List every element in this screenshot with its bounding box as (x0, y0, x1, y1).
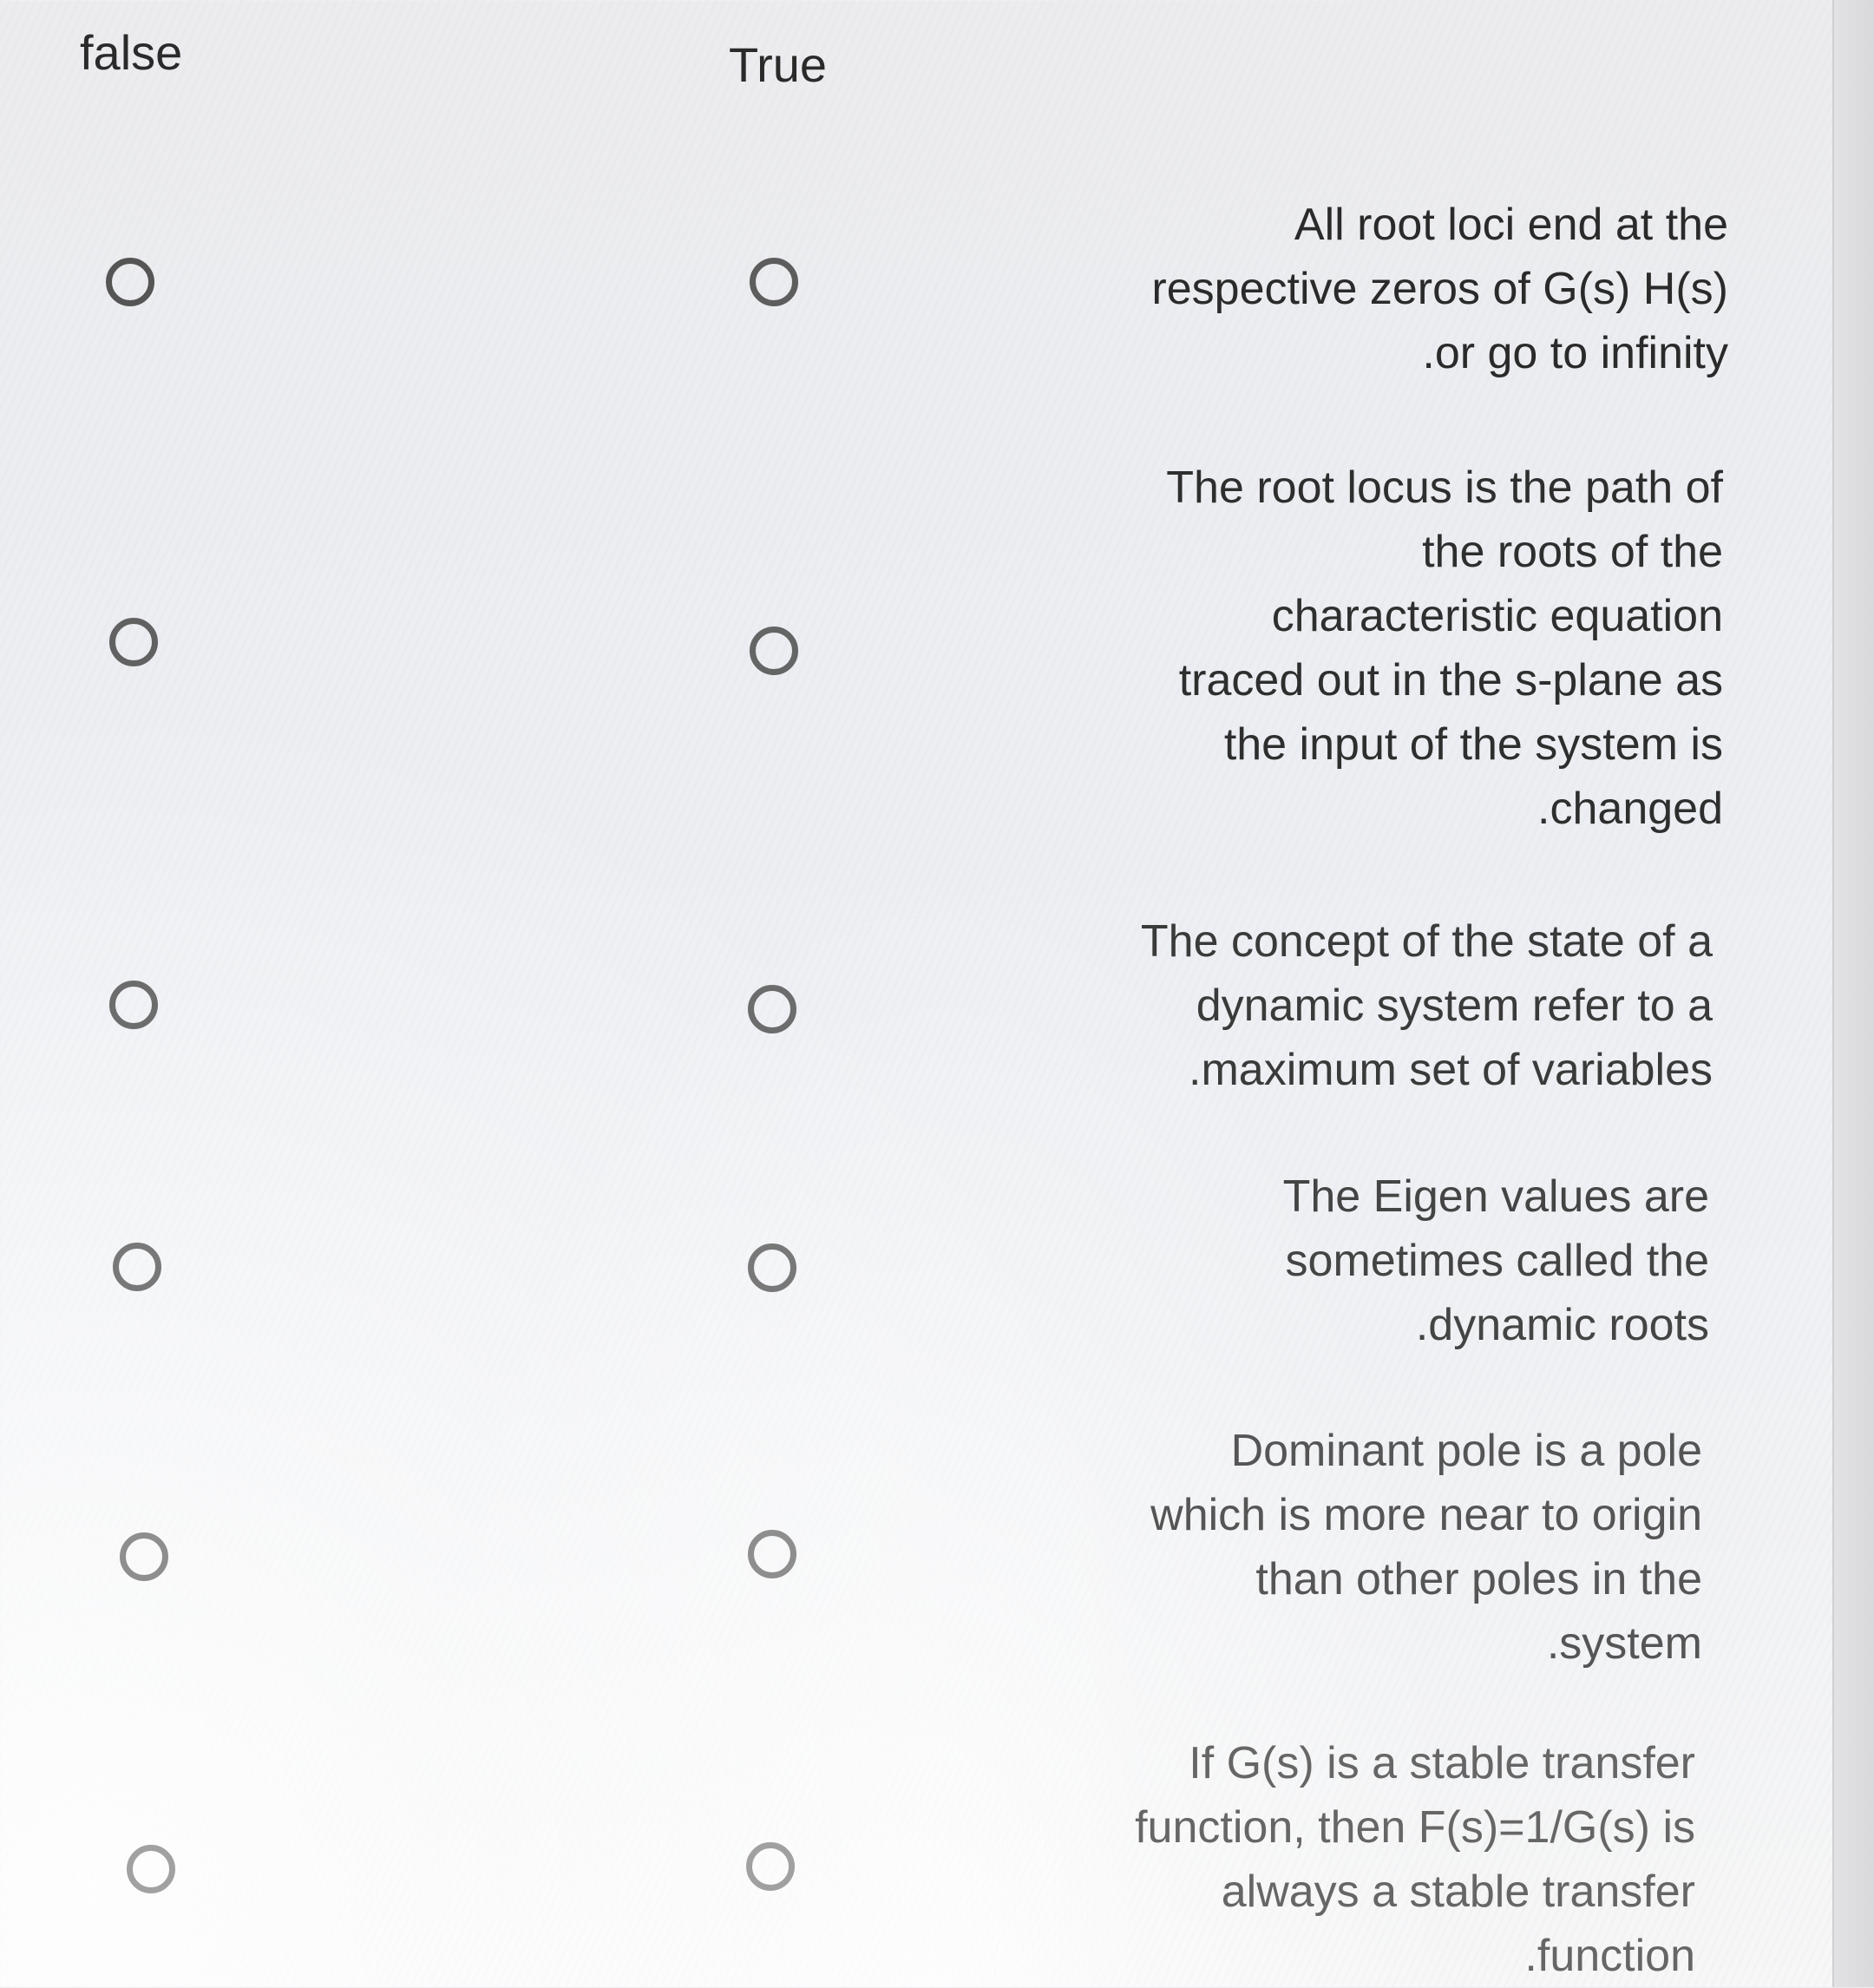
radio-true-q3[interactable] (748, 985, 796, 1033)
radio-false-q1[interactable] (106, 258, 154, 306)
column-header-false: false (80, 25, 183, 80)
radio-false-q6[interactable] (127, 1845, 175, 1893)
radio-false-q4[interactable] (113, 1243, 161, 1291)
radio-false-q2[interactable] (109, 618, 158, 666)
radio-false-q3[interactable] (109, 981, 158, 1029)
page-edge (1832, 0, 1874, 1987)
question-1-text: All root loci end at the respective zeros of G(s) H(s) .or go to infinity (1151, 200, 1728, 378)
question-4-text: The Eigen values are sometimes called the .dynamic roots (1282, 1171, 1709, 1350)
radio-true-q5[interactable] (748, 1530, 796, 1578)
question-2-text: The root locus is the path of the roots of the characteristic equation traced out in the s-plane as the input of the system is .changed (1166, 463, 1723, 834)
radio-true-q6[interactable] (746, 1842, 795, 1891)
question-5-text: Dominant pole is a pole which is more near to origin than other poles in the .system (1150, 1426, 1702, 1669)
radio-false-q5[interactable] (120, 1532, 168, 1581)
radio-true-q2[interactable] (750, 627, 798, 675)
radio-true-q1[interactable] (750, 258, 798, 306)
question-6-text: If G(s) is a stable transfer function, then F(s)=1/G(s) is always a stable transfer .function (1135, 1738, 1695, 1981)
column-header-true: True (729, 37, 828, 92)
radio-true-q4[interactable] (748, 1243, 796, 1292)
question-3-text: The concept of the state of a dynamic system refer to a .maximum set of variables (1140, 916, 1713, 1095)
